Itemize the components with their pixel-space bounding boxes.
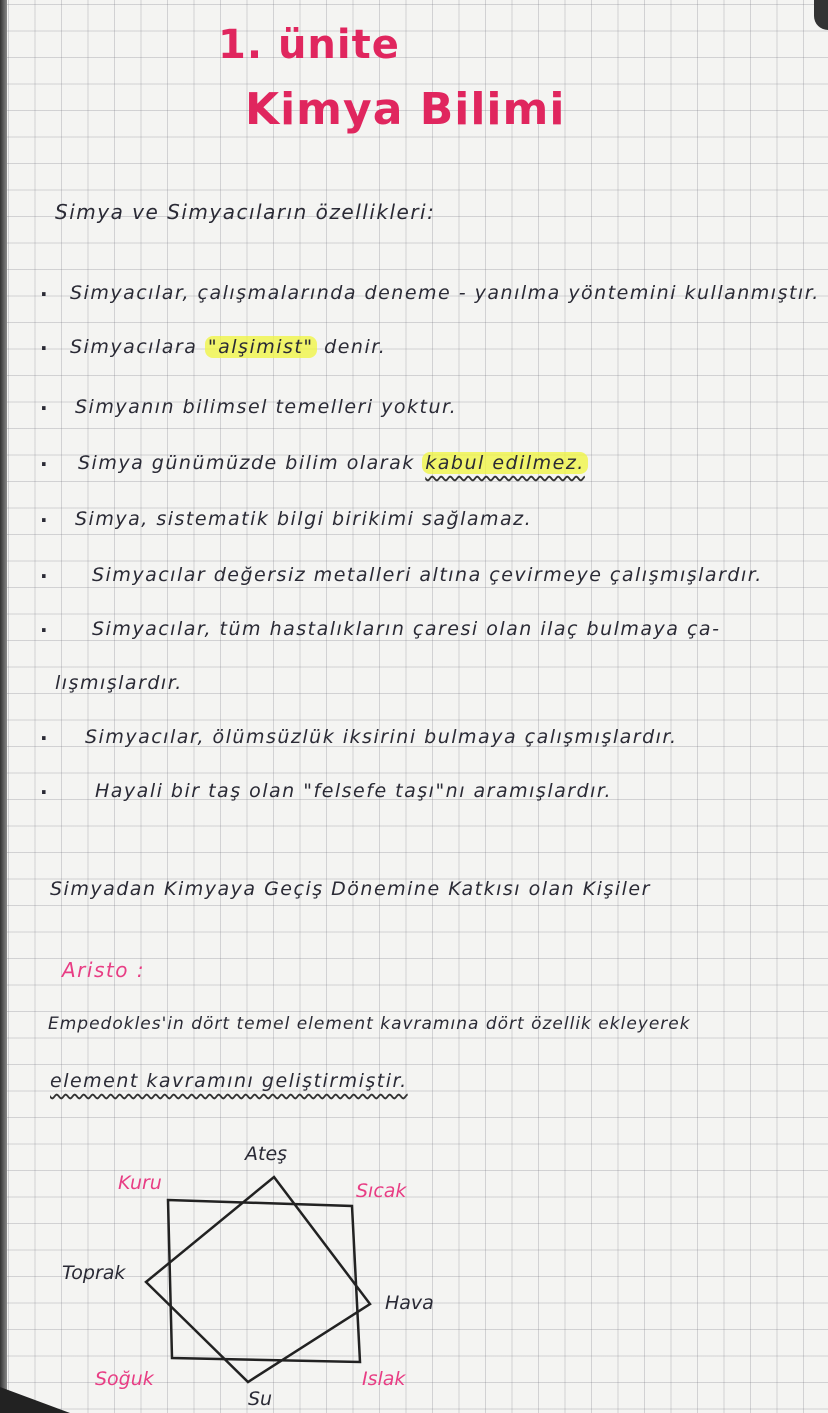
element-label-earth: Toprak <box>62 1262 126 1284</box>
list-item-continuation: lışmışlardır. <box>55 672 183 694</box>
list-item: Simyacılara "alşimist" denir. <box>70 336 387 358</box>
page-corner <box>814 0 828 30</box>
element-label-air: Hava <box>385 1292 434 1314</box>
property-label-hot: Sıcak <box>356 1180 407 1202</box>
description-line: Empedokles'in dört temel element kavramına dört özellik ekleyerek <box>48 1014 691 1034</box>
highlighted-term: "alşimist" <box>205 336 317 358</box>
list-item: Simyacılar, tüm hastalıkların çaresi olan ilaç bulmaya ça- <box>92 618 721 640</box>
element-label-water: Su <box>248 1388 273 1410</box>
property-label-wet: Islak <box>362 1368 406 1390</box>
property-label-dry: Kuru <box>118 1172 162 1194</box>
list-item: Simyanın bilimsel temelleri yoktur. <box>75 396 458 418</box>
list-item: Simyacılar, çalışmalarında deneme - yanılma yöntemini kullanmıştır. <box>70 282 820 304</box>
element-label-fire: Ateş <box>245 1143 288 1165</box>
list-item: Simyacılar, ölümsüzlük iksirini bulmaya çalışmışlardır. <box>85 726 678 748</box>
highlighted-term: kabul edilmez. <box>422 452 588 474</box>
properties-square <box>168 1200 360 1362</box>
list-item: Hayali bir taş olan "felsefe taşı"nı aramışlardır. <box>95 780 613 802</box>
description-line: element kavramını geliştirmiştir. <box>50 1070 408 1092</box>
section-heading: Simyadan Kimyaya Geçiş Dönemine Katkısı olan Kişiler <box>50 878 651 900</box>
unit-title: 1. ünite <box>218 22 400 68</box>
list-item: Simyacılar değersiz metalleri altına çevirmeye çalışmışlardır. <box>92 564 763 586</box>
subject-title: Kimya Bilimi <box>245 84 566 135</box>
section-heading: Simya ve Simyacıların özellikleri: <box>55 200 436 224</box>
list-item: Simya günümüzde bilim olarak kabul edilmez. <box>78 452 588 474</box>
list-item: Simya, sistematik bilgi birikimi sağlamaz. <box>75 508 533 530</box>
elements-diamond <box>146 1177 370 1382</box>
person-name: Aristo : <box>62 958 146 982</box>
property-label-cold: Soğuk <box>95 1368 154 1390</box>
